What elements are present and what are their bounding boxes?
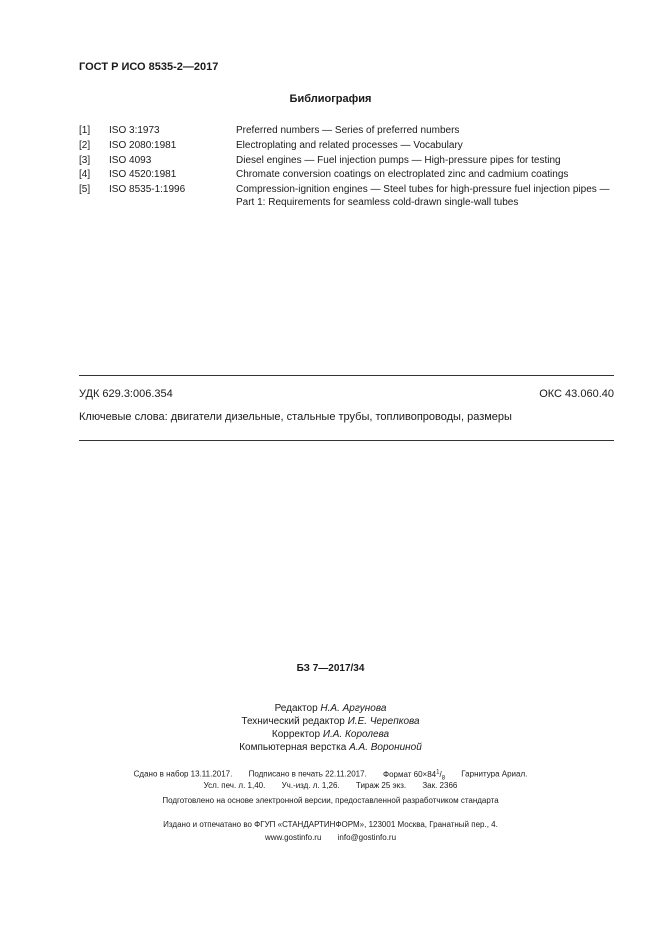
format-prefix: Формат 60×84	[383, 769, 437, 779]
format-denominator: 8	[441, 775, 446, 782]
entry-standard: ISO 3:1973	[109, 125, 160, 136]
entry-title: Electroplating and related processes — Vocabulary	[236, 140, 463, 151]
credit-role: Корректор	[271, 729, 321, 740]
entry-number: [2]	[79, 140, 91, 151]
contacts-line	[0, 832, 661, 843]
prepared-note: Подготовлено на основе электронной версии, предоставленной разработчиком стандарта	[162, 796, 499, 805]
entry-number: [4]	[79, 169, 91, 180]
credit-name: А.А. Ворониной	[349, 742, 422, 753]
bz-code: БЗ 7—2017/34	[296, 663, 365, 674]
credit-line	[0, 741, 661, 755]
entry-standard: ISO 8535-1:1996	[109, 184, 186, 195]
credit-role: Компьютерная верстка	[239, 742, 347, 753]
entry-number: [3]	[79, 155, 91, 166]
credit-line	[0, 715, 661, 729]
credit-role: Технический редактор	[241, 716, 345, 727]
credit-name: И.А. Королева	[322, 729, 390, 740]
document-code: ГОСТ Р ИСО 8535-2—2017	[79, 61, 219, 73]
divider-bottom	[79, 440, 614, 441]
udk-code: УДК 629.3:006.354	[79, 388, 173, 400]
publication-line-2	[0, 780, 661, 791]
entry-title: Chromate conversion coatings on electroplated zinc and cadmium coatings	[236, 169, 569, 180]
email-link[interactable]: info@gostinfo.ru	[337, 833, 397, 842]
publisher-line: Издано и отпечатано во ФГУП «СТАНДАРТИНФОРМ», 123001 Москва, Гранатный пер., 4.	[163, 820, 498, 829]
signed-to-print: Подписано в печать 22.11.2017.	[248, 769, 367, 779]
bibliography-title: Библиография	[289, 93, 372, 105]
entry-number: [1]	[79, 125, 91, 136]
oks-code: ОКС 43.060.40	[539, 388, 614, 400]
printed-sheets: Усл. печ. л. 1,40.	[203, 781, 266, 790]
paper-format: Формат $60\times 84^1/_8$	[383, 769, 446, 782]
entry-number: [5]	[79, 184, 91, 195]
credit-line	[0, 702, 661, 716]
entry-title: Diesel engines — Fuel injection pumps — High-pressure pipes for testing	[236, 155, 561, 166]
credit-name: Н.А. Аргунова	[320, 703, 387, 714]
format-numerator: 1	[436, 769, 440, 775]
sent-to-typesetting: Сдано в набор 13.11.2017.	[133, 769, 233, 779]
print-run: Тираж 25 экз.	[355, 781, 407, 790]
entry-standard: ISO 2080:1981	[109, 140, 177, 151]
order-number: Зак. 2366	[422, 781, 458, 790]
entry-standard: ISO 4520:1981	[109, 169, 177, 180]
credit-line	[0, 728, 661, 742]
entry-standard: ISO 4093	[109, 155, 152, 166]
entry-title: Compression-ignition engines — Steel tubes for high-pressure fuel injection pipes —	[236, 184, 610, 195]
credit-name: И.Е. Черепкова	[347, 716, 420, 727]
divider-top	[79, 375, 614, 376]
website-link[interactable]: www.gostinfo.ru	[264, 833, 322, 842]
publication-sheets: Уч.-изд. л. 1,26.	[281, 781, 340, 790]
entry-title: Preferred numbers — Series of preferred numbers	[236, 125, 460, 136]
keywords: Ключевые слова: двигатели дизельные, стальные трубы, топливопроводы, размеры	[79, 411, 512, 423]
entry-title-line2: Part 1: Requirements for seamless cold-drawn single-wall tubes	[236, 197, 519, 208]
credit-role: Редактор	[274, 703, 318, 714]
typeface: Гарнитура Ариал.	[461, 769, 528, 779]
